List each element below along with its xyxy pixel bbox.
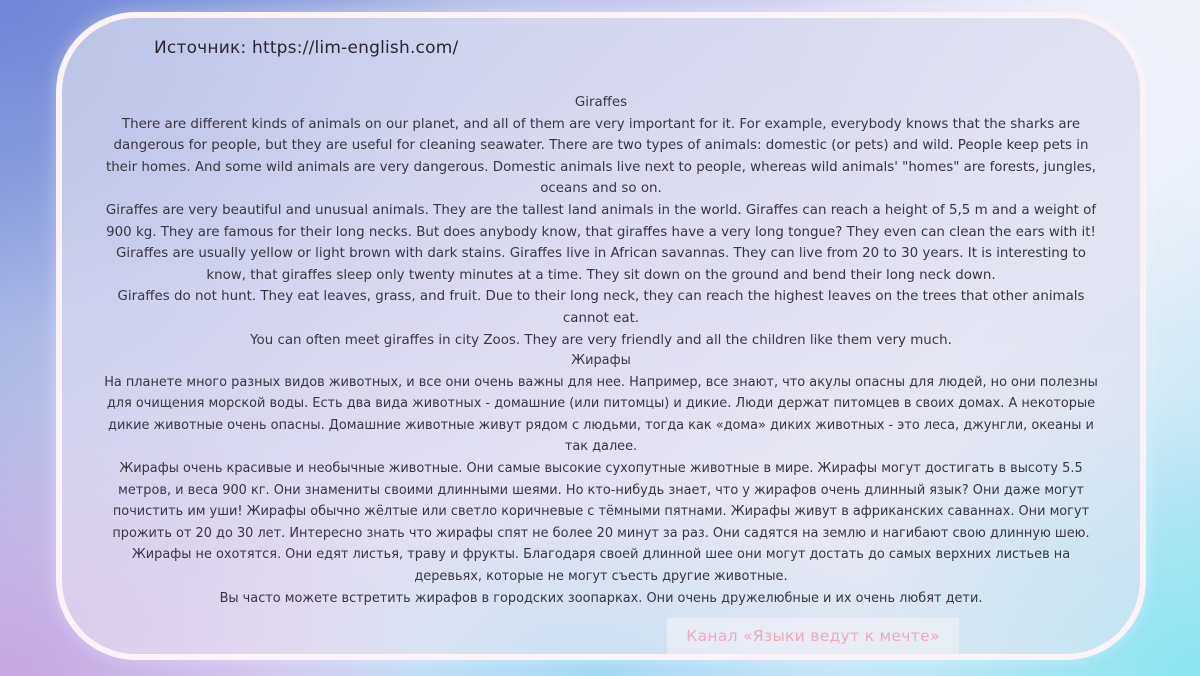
channel-watermark: Канал «Языки ведут к мечте» (667, 618, 959, 654)
english-paragraph: Giraffes are very beautiful and unusual animals. They are the tallest land animals in the world. Giraffes can reach a height of 5,5 m and a weight of 900 kg. They are famous for their long necks. But does anybody know, that giraffes have a very long tongue? They even can clean the ears with it! Giraffes are usually yellow or light brown with dark stains. Giraffes live in African savannas. They can live from 20 to 30 years. It is interesting to know, that giraffes sleep only twenty minutes at a time. They sit down on the ground and bend their long neck down. (105, 202, 1097, 283)
russian-text (100, 350, 1102, 609)
english-paragraph: Giraffes do not hunt. They eat leaves, grass, and fruit. Due to their long neck, they can reach the highest leaves on the trees that other animals cannot eat. (117, 289, 1085, 326)
english-paragraph: There are different kinds of animals on our planet, and all of them are very important for it. For example, everybody knows that the sharks are dangerous for people, but they are useful for cleaning seawater. There are two types of animals: domestic (or pets) and wild. People keep pets in their homes. And some wild animals are very dangerous. Domestic animals live next to people, whereas wild animals' "homes" are forests, jungles, oceans and so on. (105, 116, 1097, 197)
source-caption: Источник: https://lim-english.com/ (154, 38, 459, 58)
english-title: Giraffes (574, 95, 628, 110)
russian-paragraph: Жирафы не охотятся. Они едят листья, траву и фрукты. Благодаря своей длинной шее они могут достать до самых верхних листьев на деревьях, которые не могут съесть другие животные. (131, 547, 1071, 584)
russian-paragraph: Жирафы очень красивые и необычные животные. Они самые высокие сухопутные животные в мире. Жирафы могут достигать в высоту 5.5 метров, и веса 900 кг. Они знамениты своими длинными шеями. Но кто-нибудь знает, что у жирафов очень длинный язык? Они даже могут почистить им уши! Жирафы обычно жёлтые или светло коричневые с тёмными пятнами. Жирафы живут в африканских саваннах. Они могут прожить от 20 до 30 лет. Интересно знать что жирафы спят не более 20 минут за раз. Они садятся на землю и нагибают свою длинную шею. (112, 460, 1090, 541)
russian-title: Жирафы (571, 353, 631, 368)
english-text (100, 92, 1102, 351)
russian-paragraph: Вы часто можете встретить жирафов в городских зоопарках. Они очень дружелюбные и их очень любят дети. (219, 590, 983, 606)
english-paragraph: You can often meet giraffes in city Zoos. They are very friendly and all the children like them very much. (250, 332, 952, 348)
russian-paragraph: На планете много разных видов животных, и все они очень важны для нее. Например, все знают, что акулы опасны для людей, но они полезны для очищения морской воды. Есть два вида животных - домашние (или питомцы) и дикие. Люди держат питомцев в своих домах. А некоторые дикие животные очень опасны. Домашние животные живут рядом с людьми, тогда как «дома» диких животных - это леса, джунгли, океаны и так далее. (104, 374, 1098, 455)
